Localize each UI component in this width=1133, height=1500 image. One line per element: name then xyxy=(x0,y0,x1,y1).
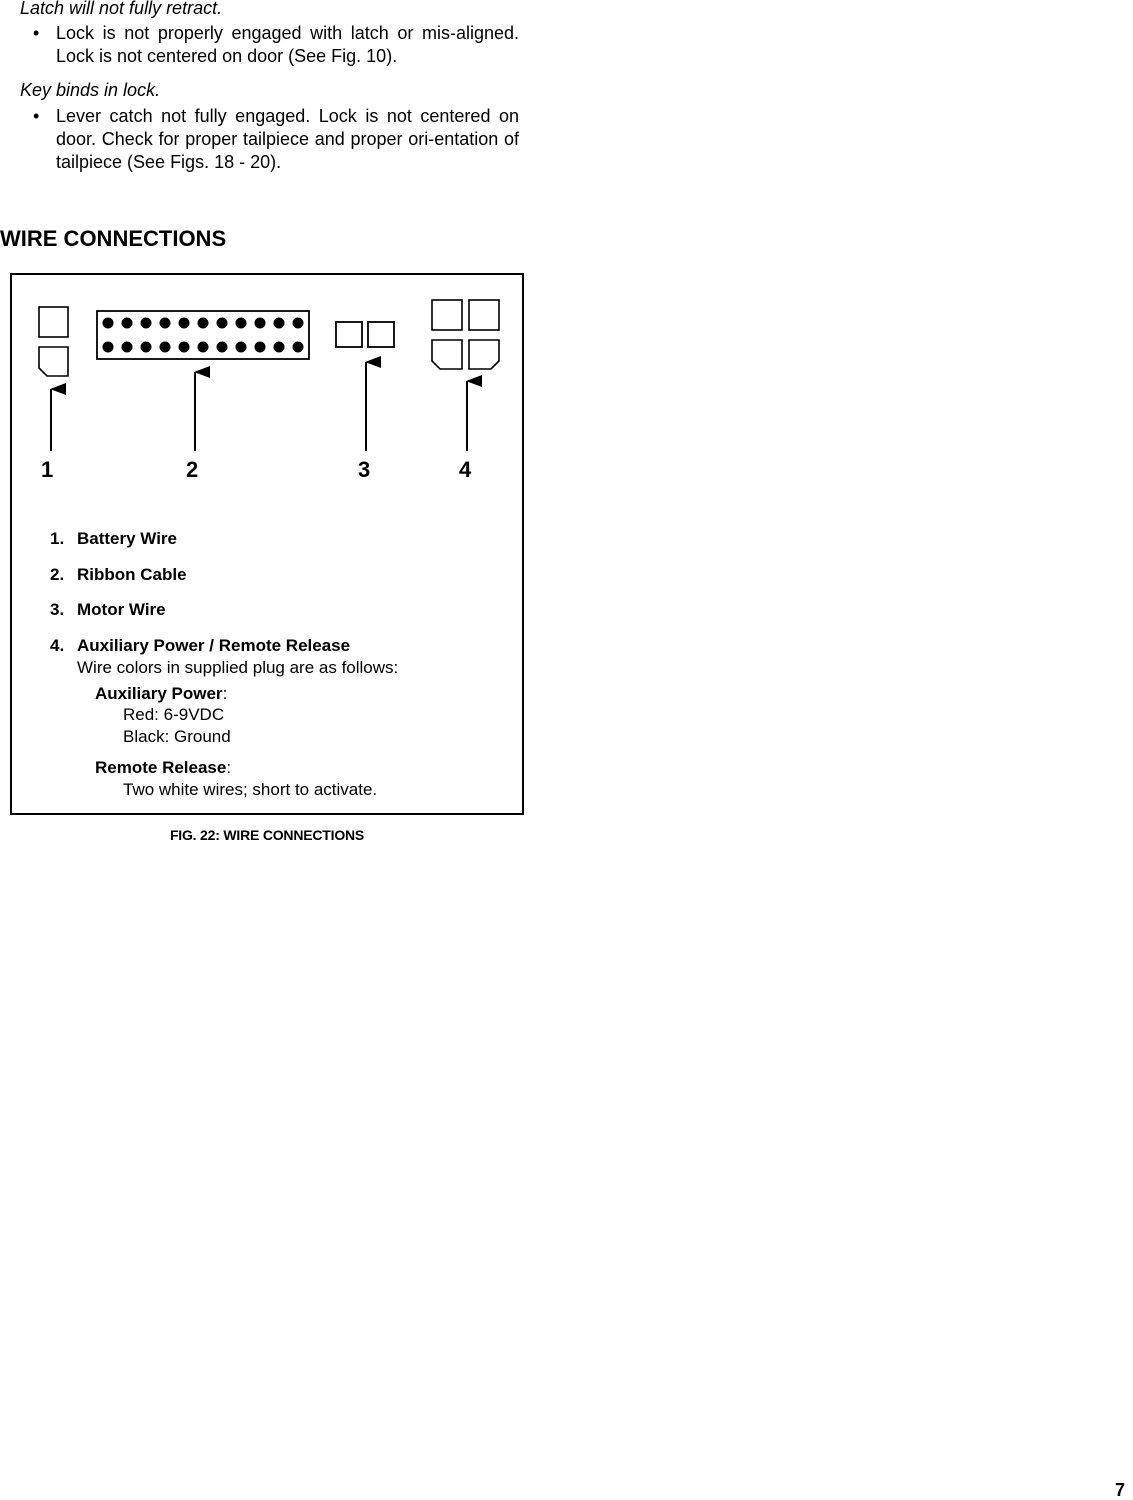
legend-number: 3. xyxy=(50,600,65,619)
bullet-latch-retract xyxy=(33,22,519,68)
problem-key-binds: Key binds in lock. xyxy=(20,80,161,100)
connector-number-1: 1 xyxy=(41,457,54,482)
connector-pin xyxy=(274,318,285,329)
connector-pin xyxy=(141,342,152,353)
colon: : xyxy=(226,758,232,777)
connector-pin xyxy=(198,342,209,353)
connector-pin xyxy=(103,318,114,329)
legend-label: Motor Wire xyxy=(77,600,166,619)
legend-item-battery-wire xyxy=(50,529,177,549)
connector-pin xyxy=(255,342,266,353)
connector-number-4: 4 xyxy=(459,457,472,482)
legend-item-auxiliary-power xyxy=(50,636,350,656)
legend-label: Ribbon Cable xyxy=(77,565,187,584)
connector-pin xyxy=(255,318,266,329)
connector-pin xyxy=(274,342,285,353)
connector-number-3: 3 xyxy=(358,457,371,482)
aux-power-red: Red: 6-9VDC xyxy=(123,705,225,724)
problem-latch-retract: Latch will not fully retract. xyxy=(20,0,223,18)
figure-caption: FIG. 22: WIRE CONNECTIONS xyxy=(169,827,365,843)
legend-label: Auxiliary Power / Remote Release xyxy=(77,636,351,655)
remote-release-white: Two white wires; short to activate. xyxy=(123,780,378,799)
connector-pin xyxy=(160,342,171,353)
legend-label: Battery Wire xyxy=(77,529,177,548)
section-heading-wire-connections: WIRE CONNECTIONS xyxy=(0,226,227,251)
colon: : xyxy=(222,684,228,703)
legend-number: 2. xyxy=(50,565,65,584)
wire-connections-figure xyxy=(10,273,524,815)
legend-number: 4. xyxy=(50,636,65,655)
connector-pin xyxy=(141,318,152,329)
connector-pin xyxy=(236,318,247,329)
connector-pin xyxy=(122,342,133,353)
page-number: 7 xyxy=(1114,1480,1125,1500)
bullet-dot: • xyxy=(33,106,40,126)
connector-pin xyxy=(217,342,228,353)
connector-number-2: 2 xyxy=(186,457,199,482)
battery-connector xyxy=(39,307,68,376)
motor-connector xyxy=(336,322,394,347)
bullet-text: Lever catch not fully engaged. Lock is not centered on door. Check for proper tailpiece and proper ori-entation of tailpiece (See Figs. 18 - 20). xyxy=(56,106,519,172)
connector-pin xyxy=(122,318,133,329)
bullet-dot: • xyxy=(33,23,40,43)
remote-release-label: Remote Release xyxy=(95,758,227,777)
auxiliary-connector xyxy=(432,300,499,369)
wire-colors-intro: Wire colors in supplied plug are as follows: xyxy=(77,658,399,677)
legend-item-motor-wire xyxy=(50,600,166,620)
remote-release-heading xyxy=(95,758,231,778)
bullet-text: Lock is not properly engaged with latch or mis-aligned. Lock is not centered on door (See Fig. 10). xyxy=(56,23,519,66)
connector-pin xyxy=(179,318,190,329)
connector-pin xyxy=(179,342,190,353)
legend-item-ribbon-cable xyxy=(50,565,187,585)
connector-pin xyxy=(160,318,171,329)
bullet-key-binds xyxy=(33,105,519,174)
connector-pin xyxy=(236,342,247,353)
connector-pin xyxy=(293,342,304,353)
aux-power-label: Auxiliary Power xyxy=(95,684,223,703)
connector-pin xyxy=(217,318,228,329)
ribbon-cable-connector xyxy=(97,311,309,359)
aux-power-heading xyxy=(95,684,227,704)
legend-number: 1. xyxy=(50,529,65,548)
connector-pin xyxy=(103,342,114,353)
aux-power-black: Black: Ground xyxy=(123,727,231,746)
connector-pin xyxy=(198,318,209,329)
connector-pin xyxy=(293,318,304,329)
